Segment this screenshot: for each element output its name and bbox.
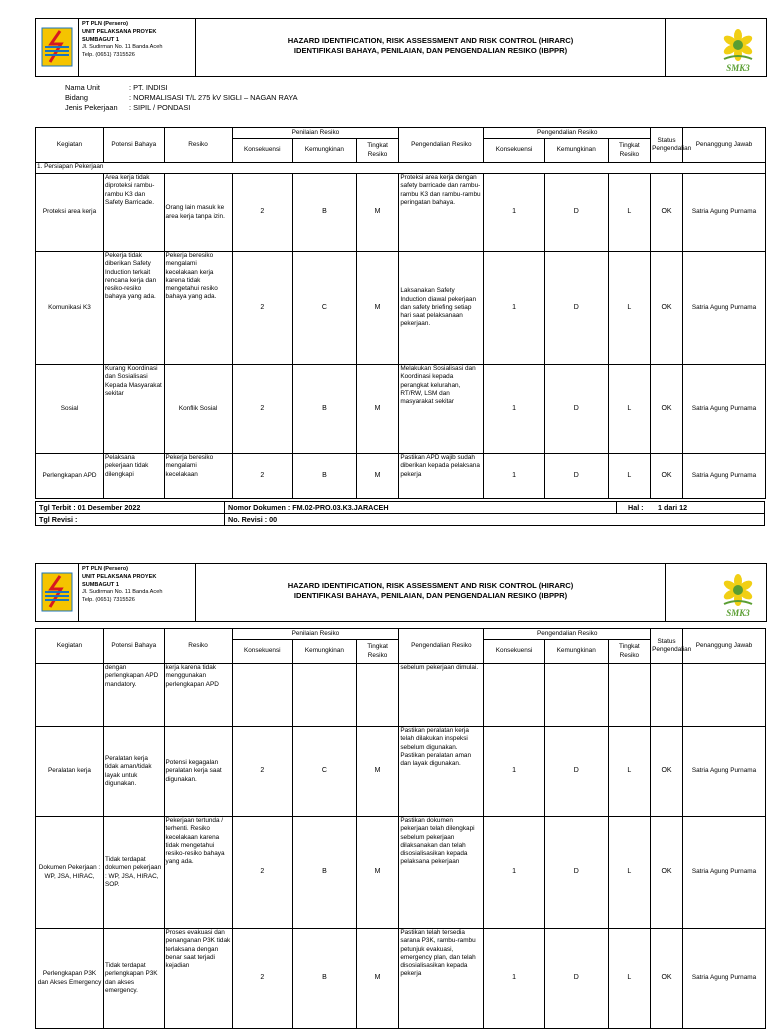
cell-status: OK xyxy=(651,174,683,252)
company-division: SUMBAGUT 1 xyxy=(82,36,119,43)
col-pengendalian-resiko: Pengendalian Resiko xyxy=(484,128,651,139)
cell-tingkat-2: L xyxy=(608,365,651,454)
meta-row-bidang xyxy=(65,93,298,103)
cell-tingkat-2: L xyxy=(608,454,651,499)
table-row xyxy=(36,252,766,365)
cell-pengendalian: sebelum pekerjaan dimulai. xyxy=(399,664,484,727)
cell-konsekuensi-2: 1 xyxy=(484,252,545,365)
cell-tingkat-2: L xyxy=(608,174,651,252)
cell-kemungkinan xyxy=(293,664,357,727)
cell-kemungkinan-2: D xyxy=(544,454,608,499)
footer-row-2 xyxy=(35,514,765,526)
cell-kegiatan: Perlengkapan P3K dan Akses Emergency xyxy=(36,929,104,1029)
cell-tingkat-2: L xyxy=(608,727,651,817)
cell-potensi: Pelaksana pekerjaan tidak dilengkapi xyxy=(103,454,164,499)
cell-tingkat: M xyxy=(356,454,399,499)
cell-penanggung-jawab: Satria Agung Purnama xyxy=(682,727,765,817)
col-kemungkinan: Kemungkinan xyxy=(293,640,357,664)
document-page-2 xyxy=(35,563,767,1024)
meta-key: Nama Unit xyxy=(65,83,100,92)
table-header-row xyxy=(36,128,766,139)
footer-divider xyxy=(224,502,225,513)
cell-resiko: Potensi kegagalan peralatan kerja saat digunakan. xyxy=(164,727,232,817)
cell-kemungkinan-2: D xyxy=(544,817,608,929)
cell-kemungkinan: B xyxy=(293,929,357,1029)
cell-tingkat: M xyxy=(356,174,399,252)
col-penilaian: Penilaian Resiko xyxy=(232,128,399,139)
company-name: PT PLN (Persero) xyxy=(82,566,129,572)
col-status: Status Pengendalian xyxy=(651,128,683,163)
cell-potensi: Area kerja tidak diproteksi rambu-rambu K3 dan Safety Barricade. xyxy=(103,174,164,252)
meta-key: Bidang xyxy=(65,93,89,102)
pln-logo xyxy=(36,564,79,621)
company-address: Jl. Sudirman No. 11 Banda Aceh xyxy=(82,589,163,596)
smk3-logo xyxy=(666,564,766,621)
cell-status: OK xyxy=(651,365,683,454)
cell-status xyxy=(651,664,683,727)
col-kegiatan: Kegiatan xyxy=(36,629,104,664)
col-konsekuensi: Konsekuensi xyxy=(232,139,293,163)
cell-tingkat: M xyxy=(356,252,399,365)
cell-tingkat: M xyxy=(356,817,399,929)
hirarc-table-page-1 xyxy=(35,127,766,499)
cell-konsekuensi xyxy=(232,664,293,727)
document-header xyxy=(35,563,767,622)
cell-tingkat-2: L xyxy=(608,929,651,1029)
company-unit: UNIT PELAKSANA PROYEK xyxy=(82,28,157,35)
document-title xyxy=(196,19,666,76)
nomor-dokumen: Nomor Dokumen : FM.02-PRO.03.K3.JARACEH xyxy=(228,503,389,512)
company-name: PT PLN (Persero) xyxy=(82,21,129,27)
col-pj: Penanggung Jawab xyxy=(682,128,765,163)
cell-kegiatan: Dokumen Pekerjaan : WP, JSA, HIRAC, xyxy=(36,817,104,929)
col-status: Status Pengendalian xyxy=(651,629,683,664)
cell-kemungkinan-2: D xyxy=(544,252,608,365)
cell-tingkat-2 xyxy=(608,664,651,727)
cell-tingkat: M xyxy=(356,727,399,817)
tgl-revisi: Tgl Revisi : xyxy=(39,515,78,524)
cell-tingkat xyxy=(356,664,399,727)
col-konsekuensi: Konsekuensi xyxy=(484,640,545,664)
title-indonesian: IDENTIFIKASI BAHAYA, PENILAIAN, DAN PENGENDALIAN RESIKO (IBPPR) xyxy=(293,590,568,600)
document-header xyxy=(35,18,767,77)
cell-konsekuensi: 2 xyxy=(232,454,293,499)
cell-kemungkinan-2: D xyxy=(544,727,608,817)
hal-label: Hal : xyxy=(628,503,644,512)
cell-tingkat: M xyxy=(356,365,399,454)
cell-kemungkinan-2: D xyxy=(544,174,608,252)
cell-potensi: Kurang Koordinasi dan Sosialisasi Kepada Masyarakat sekitar xyxy=(103,365,164,454)
col-pengendalian: Pengendalian Resiko xyxy=(399,629,484,664)
meta-value: : PT. INDISI xyxy=(129,83,168,92)
cell-status: OK xyxy=(651,454,683,499)
pln-logo xyxy=(36,19,79,76)
hal-value: 1 dari 12 xyxy=(658,503,688,512)
company-unit: UNIT PELAKSANA PROYEK xyxy=(82,573,157,580)
document-title xyxy=(196,564,666,621)
col-tingkat: Tingkat Resiko xyxy=(356,640,399,664)
col-pengendalian-resiko: Pengendalian Resiko xyxy=(484,629,651,640)
cell-konsekuensi: 2 xyxy=(232,365,293,454)
table-row xyxy=(36,664,766,727)
hirarc-table-page-2 xyxy=(35,628,766,1029)
section-row xyxy=(36,163,766,174)
cell-pengendalian: Pastikan dokumen pekerjaan telah dilengkapi sebelum pekerjaan dilaksanakan dan telah disosialisasikan kepada pelaksana pekerjaan xyxy=(399,817,484,929)
cell-penanggung-jawab: Satria Agung Purnama xyxy=(682,365,765,454)
cell-pengendalian: Laksanakan Safety Induction diawal pekerjaan dan safety briefing setiap hari saat pelaksanaan pekerjaan. xyxy=(399,252,484,365)
cell-konsekuensi: 2 xyxy=(232,252,293,365)
company-block xyxy=(78,19,196,76)
cell-tingkat: M xyxy=(356,929,399,1029)
project-meta xyxy=(65,83,298,113)
cell-kegiatan: Perlengkapan APD xyxy=(36,454,104,499)
cell-resiko: Pekerja beresiko mengalami kecelakaan kerja karena tidak mengetahui resiko bahaya yang ada. xyxy=(164,252,232,365)
col-kegiatan: Kegiatan xyxy=(36,128,104,163)
cell-tingkat-2: L xyxy=(608,252,651,365)
cell-resiko: Konflik Sosial xyxy=(164,365,232,454)
cell-status: OK xyxy=(651,252,683,365)
no-revisi: No. Revisi : 00 xyxy=(228,515,278,524)
col-konsekuensi: Konsekuensi xyxy=(484,139,545,163)
cell-kegiatan: Komunikasi K3 xyxy=(36,252,104,365)
table-row xyxy=(36,365,766,454)
cell-potensi: Peralatan kerja tidak aman/tidak layak untuk digunakan. xyxy=(103,727,164,817)
section-title: 1. Persiapan Pekerjaan xyxy=(36,163,766,174)
col-tingkat: Tingkat Resiko xyxy=(608,640,651,664)
table-header-row xyxy=(36,629,766,640)
cell-resiko: kerja karena tidak menggunakan perlengkapan APD xyxy=(164,664,232,727)
cell-penanggung-jawab: Satria Agung Purnama xyxy=(682,454,765,499)
tgl-terbit: Tgl Terbit : 01 Desember 2022 xyxy=(39,503,141,512)
cell-konsekuensi-2: 1 xyxy=(484,929,545,1029)
company-division: SUMBAGUT 1 xyxy=(82,581,119,588)
col-kemungkinan: Kemungkinan xyxy=(293,139,357,163)
meta-value: : NORMALISASI T/L 275 kV SIGLI – NAGAN RAYA xyxy=(129,93,298,102)
col-pengendalian: Pengendalian Resiko xyxy=(399,128,484,163)
company-block xyxy=(78,564,196,621)
col-penilaian: Penilaian Resiko xyxy=(232,629,399,640)
cell-kemungkinan-2: D xyxy=(544,929,608,1029)
document-footer xyxy=(35,501,765,526)
table-row xyxy=(36,817,766,929)
cell-kemungkinan: B xyxy=(293,174,357,252)
cell-konsekuensi-2: 1 xyxy=(484,727,545,817)
table-row xyxy=(36,174,766,252)
cell-resiko: Proses evakuasi dan penanganan P3K tidak terlaksana dengan benar saat terjadi kejadian xyxy=(164,929,232,1029)
meta-row-unit xyxy=(65,83,298,93)
company-phone: Telp. (0651) 7315526 xyxy=(82,597,135,604)
cell-pengendalian: Pastikan peralatan kerja telah dilakukan inspeksi sebelum digunakan. Pastikan peralatan aman dan layak digunakan. xyxy=(399,727,484,817)
cell-konsekuensi: 2 xyxy=(232,929,293,1029)
cell-kemungkinan: B xyxy=(293,454,357,499)
cell-kegiatan: Proteksi area kerja xyxy=(36,174,104,252)
cell-status: OK xyxy=(651,817,683,929)
footer-row-1 xyxy=(35,501,765,514)
smk3-logo xyxy=(666,19,766,76)
col-tingkat: Tingkat Resiko xyxy=(356,139,399,163)
title-english: HAZARD IDENTIFICATION, RISK ASSESSMENT AND RISK CONTROL (HIRARC) xyxy=(287,581,574,590)
cell-konsekuensi: 2 xyxy=(232,174,293,252)
cell-potensi: Pekerja tidak diberikan Safety Induction terkait rencana kerja dan resiko-resiko bahaya yang ada. xyxy=(103,252,164,365)
cell-resiko: Pekerjaan tertunda / terhenti. Resiko kecelakaan karena tidak mengetahui resiko-resiko bahaya yang ada. xyxy=(164,817,232,929)
cell-konsekuensi-2: 1 xyxy=(484,365,545,454)
company-phone: Telp. (0651) 7315526 xyxy=(82,52,135,59)
col-tingkat: Tingkat Resiko xyxy=(608,139,651,163)
col-potensi: Potensi Bahaya xyxy=(103,629,164,664)
cell-kegiatan xyxy=(36,664,104,727)
cell-konsekuensi-2 xyxy=(484,664,545,727)
cell-konsekuensi-2: 1 xyxy=(484,817,545,929)
cell-status: OK xyxy=(651,929,683,1029)
document-page-1 xyxy=(35,18,767,530)
svg-text:SMK3: SMK3 xyxy=(726,63,750,73)
cell-kemungkinan-2 xyxy=(544,664,608,727)
col-pj: Penanggung Jawab xyxy=(682,629,765,664)
cell-status: OK xyxy=(651,727,683,817)
cell-potensi: dengan perlengkapan APD mandatory. xyxy=(103,664,164,727)
cell-kemungkinan: B xyxy=(293,365,357,454)
meta-value: : SIPIL / PONDASI xyxy=(129,103,191,112)
company-address: Jl. Sudirman No. 11 Banda Aceh xyxy=(82,44,163,51)
col-kemungkinan: Kemungkinan xyxy=(544,139,608,163)
svg-text:SMK3: SMK3 xyxy=(726,608,750,618)
meta-key: Jenis Pekerjaan xyxy=(65,103,118,112)
cell-penanggung-jawab: Satria Agung Purnama xyxy=(682,252,765,365)
col-resiko: Resiko xyxy=(164,128,232,163)
title-indonesian: IDENTIFIKASI BAHAYA, PENILAIAN, DAN PENGENDALIAN RESIKO (IBPPR) xyxy=(293,45,568,55)
cell-tingkat-2: L xyxy=(608,817,651,929)
footer-divider xyxy=(616,502,617,513)
footer-divider xyxy=(224,514,225,525)
col-potensi: Potensi Bahaya xyxy=(103,128,164,163)
cell-kemungkinan: C xyxy=(293,727,357,817)
col-resiko: Resiko xyxy=(164,629,232,664)
cell-resiko: Pekerja beresiko mengalami kecelakaan xyxy=(164,454,232,499)
cell-potensi: Tidak terdapat perlengkapan P3K dan akses emergency. xyxy=(103,929,164,1029)
cell-pengendalian: Pastikan telah tersedia sarana P3K, rambu-rambu petunjuk evakuasi, emergency plan, dan telah disosialisasikan kepada pekerja xyxy=(399,929,484,1029)
cell-konsekuensi: 2 xyxy=(232,817,293,929)
table-row xyxy=(36,454,766,499)
title-english: HAZARD IDENTIFICATION, RISK ASSESSMENT AND RISK CONTROL (HIRARC) xyxy=(287,36,574,45)
cell-kemungkinan: C xyxy=(293,252,357,365)
cell-konsekuensi-2: 1 xyxy=(484,174,545,252)
cell-pengendalian: Pastikan APD wajib sudah diberikan kepada pelaksana pekerja xyxy=(399,454,484,499)
table-row xyxy=(36,727,766,817)
col-kemungkinan: Kemungkinan xyxy=(544,640,608,664)
col-konsekuensi: Konsekuensi xyxy=(232,640,293,664)
cell-penanggung-jawab xyxy=(682,664,765,727)
cell-penanggung-jawab: Satria Agung Purnama xyxy=(682,174,765,252)
meta-row-jenis xyxy=(65,103,298,113)
cell-resiko: Orang lain masuk ke area kerja tanpa izin. xyxy=(164,174,232,252)
cell-kegiatan: Peralatan kerja xyxy=(36,727,104,817)
table-row xyxy=(36,929,766,1029)
cell-penanggung-jawab: Satria Agung Purnama xyxy=(682,817,765,929)
cell-penanggung-jawab: Satria Agung Purnama xyxy=(682,929,765,1029)
cell-kegiatan: Sosial xyxy=(36,365,104,454)
cell-konsekuensi: 2 xyxy=(232,727,293,817)
cell-konsekuensi-2: 1 xyxy=(484,454,545,499)
cell-pengendalian: Melakukan Sosialisasi dan Koordinasi kepada perangkat kelurahan, RT/RW, LSM dan masyarakat sekitar xyxy=(399,365,484,454)
cell-potensi: Tidak terdapat dokumen pekerjaan : WP, JSA, HIRAC, SOP. xyxy=(103,817,164,929)
cell-pengendalian: Proteksi area kerja dengan safety barricade dan rambu-rambu K3 dan rambu-rambu peringatan bahaya. xyxy=(399,174,484,252)
cell-kemungkinan: B xyxy=(293,817,357,929)
cell-kemungkinan-2: D xyxy=(544,365,608,454)
